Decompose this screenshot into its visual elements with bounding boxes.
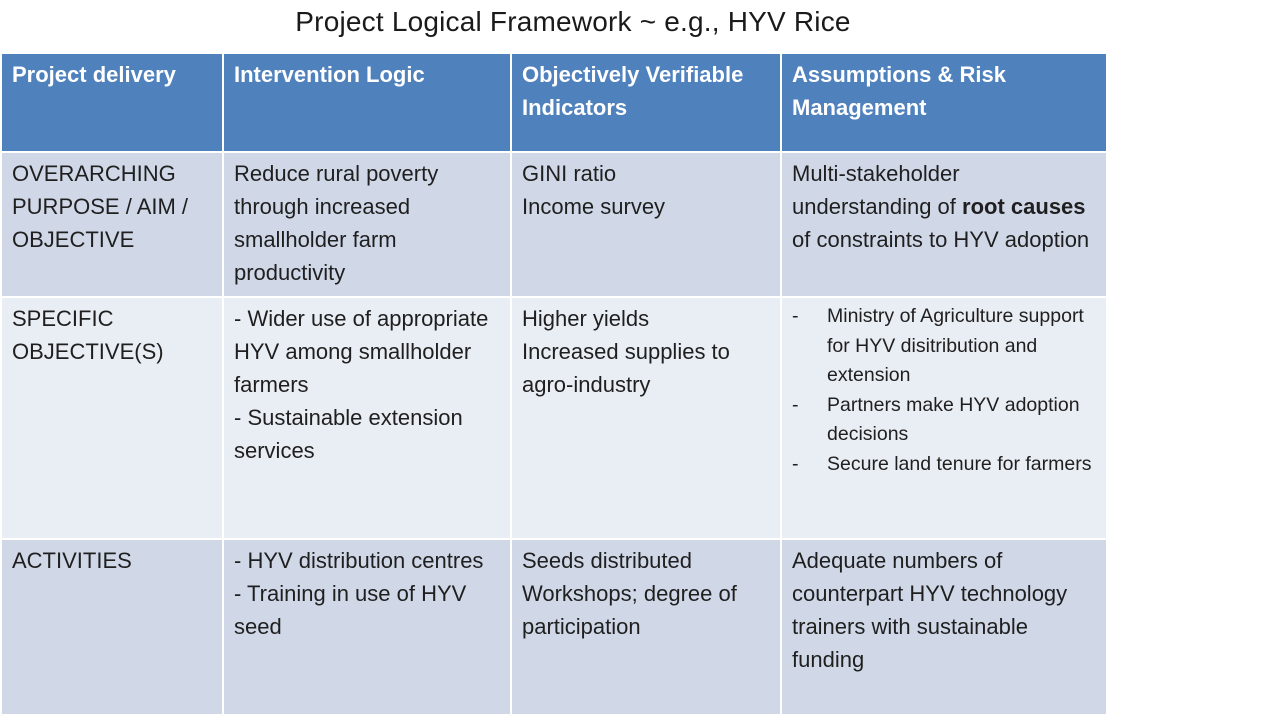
assumption-text: Partners make HYV adoption decisions — [827, 393, 1080, 445]
bullet-dash: - — [792, 393, 799, 416]
logic-item: - Training in use of HYV seed — [234, 581, 467, 639]
table-row — [1, 539, 1107, 715]
assumption-text: Ministry of Agriculture support for HYV disitribution and extension — [827, 305, 1084, 386]
list-item — [792, 302, 1096, 391]
header-project-delivery: Project delivery — [1, 53, 223, 152]
logic-cell — [223, 297, 511, 539]
logic-item: - Wider use of appropriate HYV among smallholder farmers — [234, 306, 489, 397]
list-item — [792, 450, 1096, 480]
header-assumptions: Assumptions & Risk Management — [781, 53, 1107, 152]
assumptions-list — [792, 302, 1096, 479]
level-cell: OVERARCHING PURPOSE / AIM / OBJECTIVE — [1, 152, 223, 297]
assumption-emphasis: root causes — [962, 194, 1086, 219]
logic-cell: Reduce rural poverty through increased smallholder farm productivity — [223, 152, 511, 297]
header-intervention-logic: Intervention Logic — [223, 53, 511, 152]
indicator-item: Seeds distributed — [522, 548, 692, 573]
indicator-item: GINI ratio — [522, 161, 617, 186]
indicator-item: Income survey — [522, 194, 666, 219]
header-indicators: Objectively Verifiable Indicators — [511, 53, 781, 152]
bullet-dash: - — [792, 305, 799, 327]
logic-cell — [223, 539, 511, 715]
indicators-cell — [511, 297, 781, 539]
assumption-text: Secure land tenure for farmers — [827, 452, 1092, 475]
indicators-cell — [511, 539, 781, 715]
assumptions-cell — [781, 152, 1107, 297]
indicator-item: Higher yields — [522, 306, 650, 331]
indicator-item: Workshops; degree of participation — [522, 581, 737, 639]
assumptions-cell — [781, 297, 1107, 539]
page-title: Project Logical Framework ~ e.g., HYV Rice — [295, 6, 851, 37]
bullet-dash: - — [792, 452, 799, 475]
level-cell: ACTIVITIES — [1, 539, 223, 715]
assumption-text: of constraints to HYV adoption — [792, 227, 1090, 252]
header-row — [1, 53, 1107, 152]
table-row — [1, 152, 1107, 297]
assumptions-cell: Adequate numbers of counterpart HYV technology trainers with sustainable funding — [781, 539, 1107, 715]
list-item — [792, 391, 1096, 450]
logic-item: - HYV distribution centres — [234, 548, 484, 573]
indicators-cell — [511, 152, 781, 297]
logframe-table — [0, 52, 1108, 716]
level-cell: SPECIFIC OBJECTIVE(S) — [1, 297, 223, 539]
assumption-text: Multi-stakeholder understanding of — [792, 161, 963, 219]
table-row — [1, 297, 1107, 539]
indicator-item: Increased supplies to agro-industry — [522, 339, 730, 397]
logic-item: - Sustainable extension services — [234, 405, 463, 463]
